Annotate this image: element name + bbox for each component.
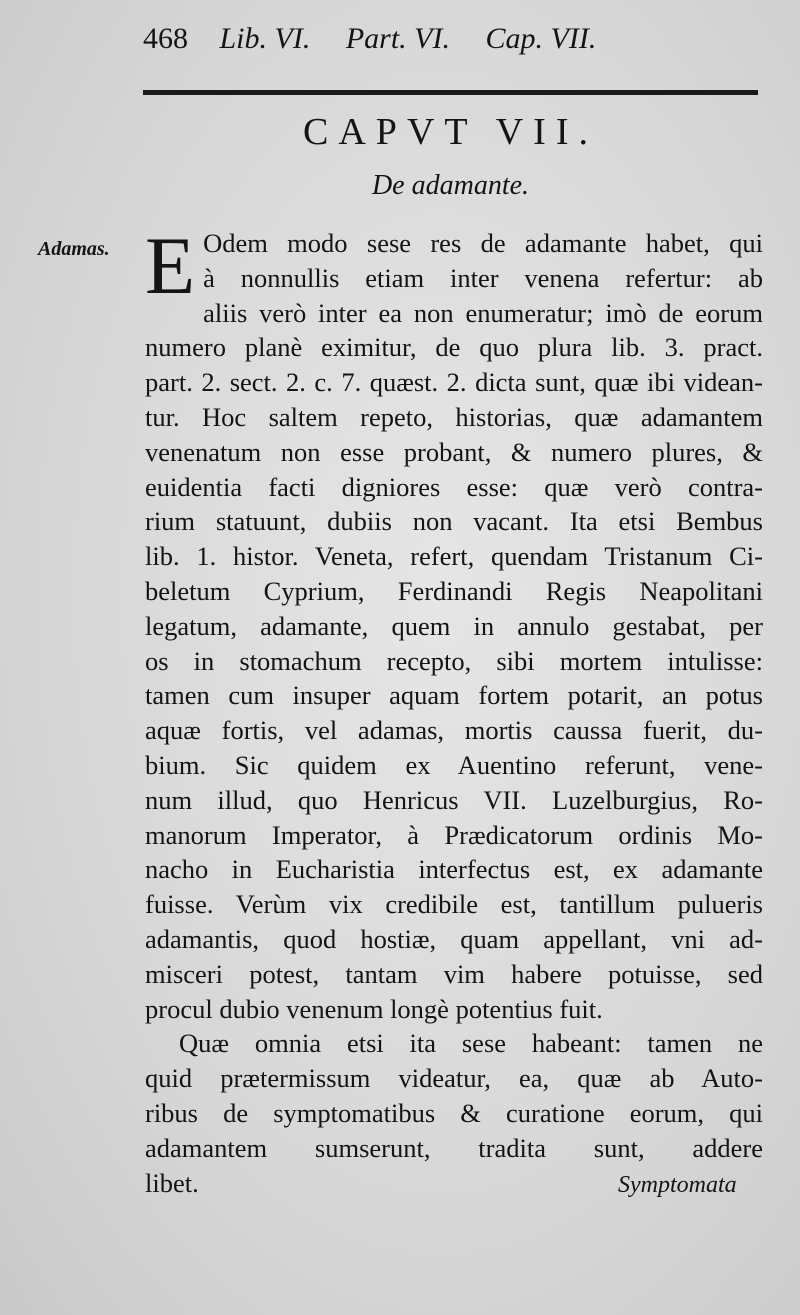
- chapter-title: CAPVT VII.: [303, 111, 598, 153]
- text-line: ribus de symptomatibus & curatione eorum, qui: [145, 1097, 763, 1128]
- header-cap: Cap. VII.: [485, 22, 597, 55]
- catchword: Symptomata: [618, 1172, 737, 1198]
- text-line: numero planè eximitur, de quo plura lib. 3. pract.: [145, 332, 763, 363]
- text-line: nacho in Eucharistia interfectus est, ex adamante: [145, 854, 763, 885]
- header-rule: [143, 90, 758, 95]
- text-line: manorum Imperator, à Prædicatorum ordinis Mo-: [145, 819, 763, 850]
- running-header: [143, 22, 763, 62]
- text-line: venenatum non esse probant, & numero plures, &: [145, 436, 763, 467]
- text-line: quid prætermissum videatur, ea, quæ ab Auto-: [145, 1063, 763, 1094]
- header-lib: Lib. VI.: [219, 22, 311, 55]
- text-line: part. 2. sect. 2. c. 7. quæst. 2. dicta sunt, quæ ibi videan-: [145, 367, 763, 398]
- text-line: beletum Cyprium, Ferdinandi Regis Neapolitani: [145, 575, 763, 606]
- text-line: fuisse. Verùm vix credibile est, tantillum pulueris: [145, 889, 763, 920]
- text-line: libet.: [145, 1167, 199, 1198]
- text-line: adamantis, quod hostiæ, quam appellant, vni ad-: [145, 923, 763, 954]
- chapter-subtitle: De adamante.: [371, 170, 530, 201]
- text-line: misceri potest, tantam vim habere potuisse, sed: [145, 958, 763, 989]
- text-line: tamen cum insuper aquam fortem potarit, an potus: [145, 680, 763, 711]
- page-number: 468: [143, 22, 188, 55]
- paragraph-1: [145, 220, 763, 1026]
- text-line: procul dubio venenum longè potentius fuit.: [145, 993, 603, 1024]
- header-part: Part. VI.: [345, 22, 450, 55]
- text-line: legatum, adamante, quem in annulo gestabat, per: [145, 610, 763, 641]
- text-line: num illud, quo Henricus VII. Luzelburgius, Ro-: [145, 784, 763, 815]
- text-line: rium statuunt, dubiis non vacant. Ita etsi Bembus: [145, 506, 763, 537]
- text-line: aliis verò inter ea non enumeratur; imò de eorum: [203, 297, 763, 328]
- text-line: Quæ omnia etsi ita sese habeant: tamen ne: [179, 1028, 763, 1059]
- body-text: [145, 220, 763, 1200]
- text-line: à nonnullis etiam inter venena refertur: ab: [203, 262, 763, 293]
- text-line: adamantem sumserunt, tradita sunt, addere: [145, 1132, 763, 1163]
- text-line: os in stomachum recepto, sibi mortem intulisse:: [145, 645, 763, 676]
- text-line: Odem modo sese res de adamante habet, qui: [203, 228, 763, 258]
- text-line: tur. Hoc saltem repeto, historias, quæ adamantem: [145, 401, 763, 432]
- text-line: aquæ fortis, vel adamas, mortis caussa fuerit, du-: [145, 715, 763, 746]
- margin-note: Adamas.: [38, 238, 110, 260]
- drop-cap: E: [145, 220, 196, 311]
- text-line: euidentia facti digniores esse: quæ verò contra-: [145, 471, 763, 502]
- text-line: bium. Sic quidem ex Auentino referunt, vene-: [145, 749, 763, 780]
- text-line: lib. 1. histor. Veneta, refert, quendam Tristanum Ci-: [145, 541, 763, 572]
